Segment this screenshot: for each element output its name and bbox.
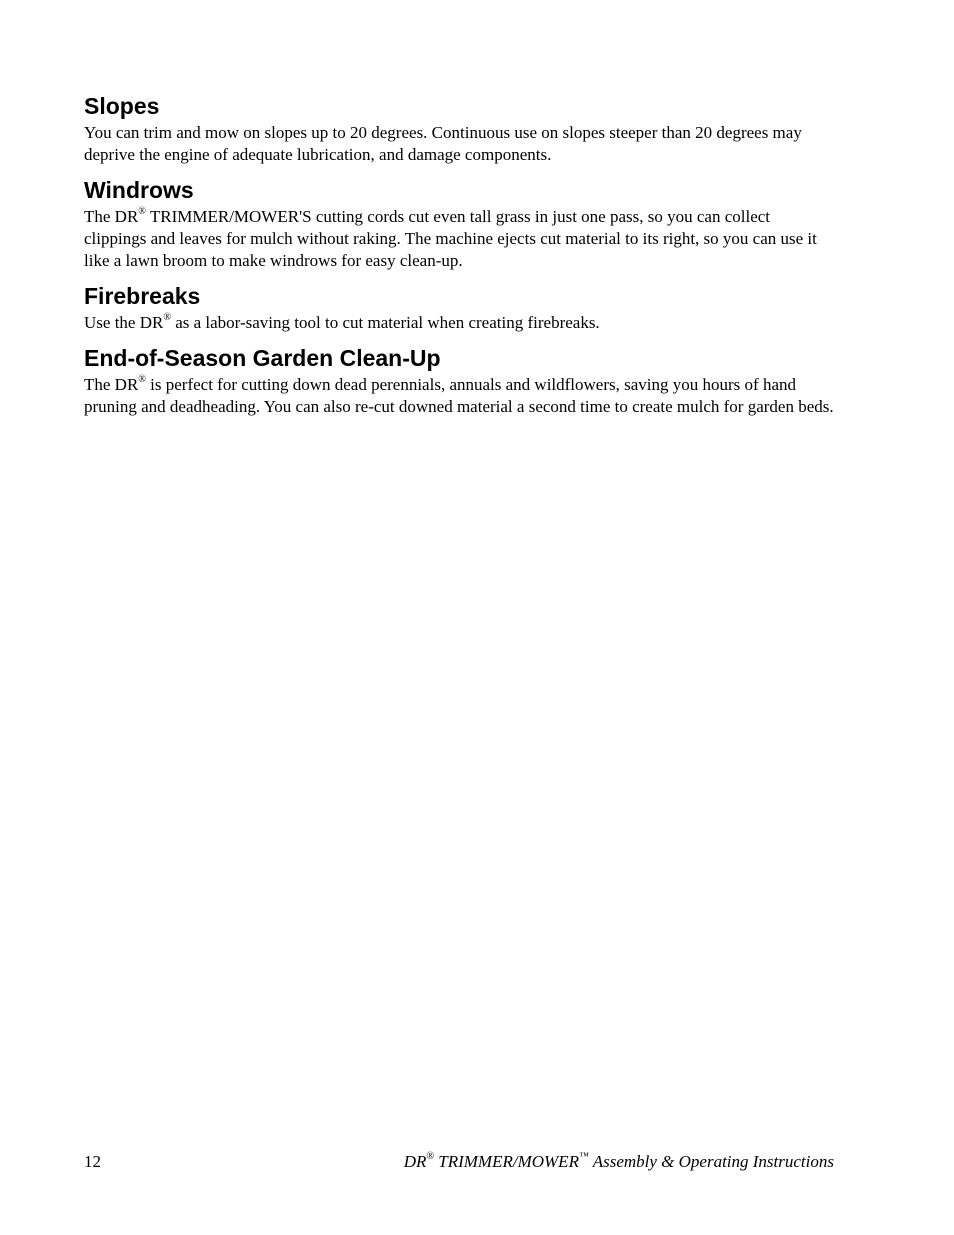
footer-title-rest: Assembly & Operating Instructions <box>588 1152 834 1171</box>
section-body <box>84 312 836 334</box>
body-text-rest: is perfect for cutting down dead perennials, annuals and wildflowers, saving you hours of hand pruning and deadheading. You can also re-cut downed material a second time to create mulch for garden beds. <box>84 375 834 416</box>
body-text-start: Use the DR <box>84 313 164 332</box>
document-page <box>84 91 836 427</box>
section-heading: End-of-Season Garden Clean-Up <box>84 345 441 371</box>
section-garden-clean-up <box>84 343 836 418</box>
registered-mark: ® <box>163 312 171 324</box>
footer-title <box>404 1150 834 1174</box>
section-body <box>84 374 836 418</box>
section-heading: Slopes <box>84 93 160 119</box>
page-number: 12 <box>84 1152 101 1171</box>
registered-mark: ® <box>138 374 146 386</box>
section-slopes <box>84 91 836 166</box>
section-heading: Windrows <box>84 177 194 203</box>
footer-title-product: TRIMMER/MOWER <box>434 1152 579 1171</box>
registered-mark: ® <box>138 206 146 218</box>
body-text-rest: TRIMMER/MOWER'S cutting cords cut even tall grass in just one pass, so you can collect clippings and leaves for mulch without raking. The machine ejects cut material to its right, so you can use it like a lawn broom to make windrows for easy clean-up. <box>84 207 817 270</box>
body-text-start: The DR <box>84 207 139 226</box>
section-firebreaks <box>84 281 836 334</box>
registered-mark: ® <box>426 1151 435 1163</box>
body-text-rest: as a labor-saving tool to cut material when creating firebreaks. <box>170 313 600 332</box>
section-body <box>84 206 836 272</box>
trademark-mark: ™ <box>578 1151 589 1163</box>
section-body: You can trim and mow on slopes up to 20 degrees. Continuous use on slopes steeper than 20 degrees may deprive the engine of adequate lubrication, and damage components. <box>84 123 802 164</box>
body-text-start: The DR <box>84 375 139 394</box>
section-windrows <box>84 175 836 272</box>
section-heading: Firebreaks <box>84 283 201 309</box>
footer-title-dr: DR <box>403 1152 427 1171</box>
